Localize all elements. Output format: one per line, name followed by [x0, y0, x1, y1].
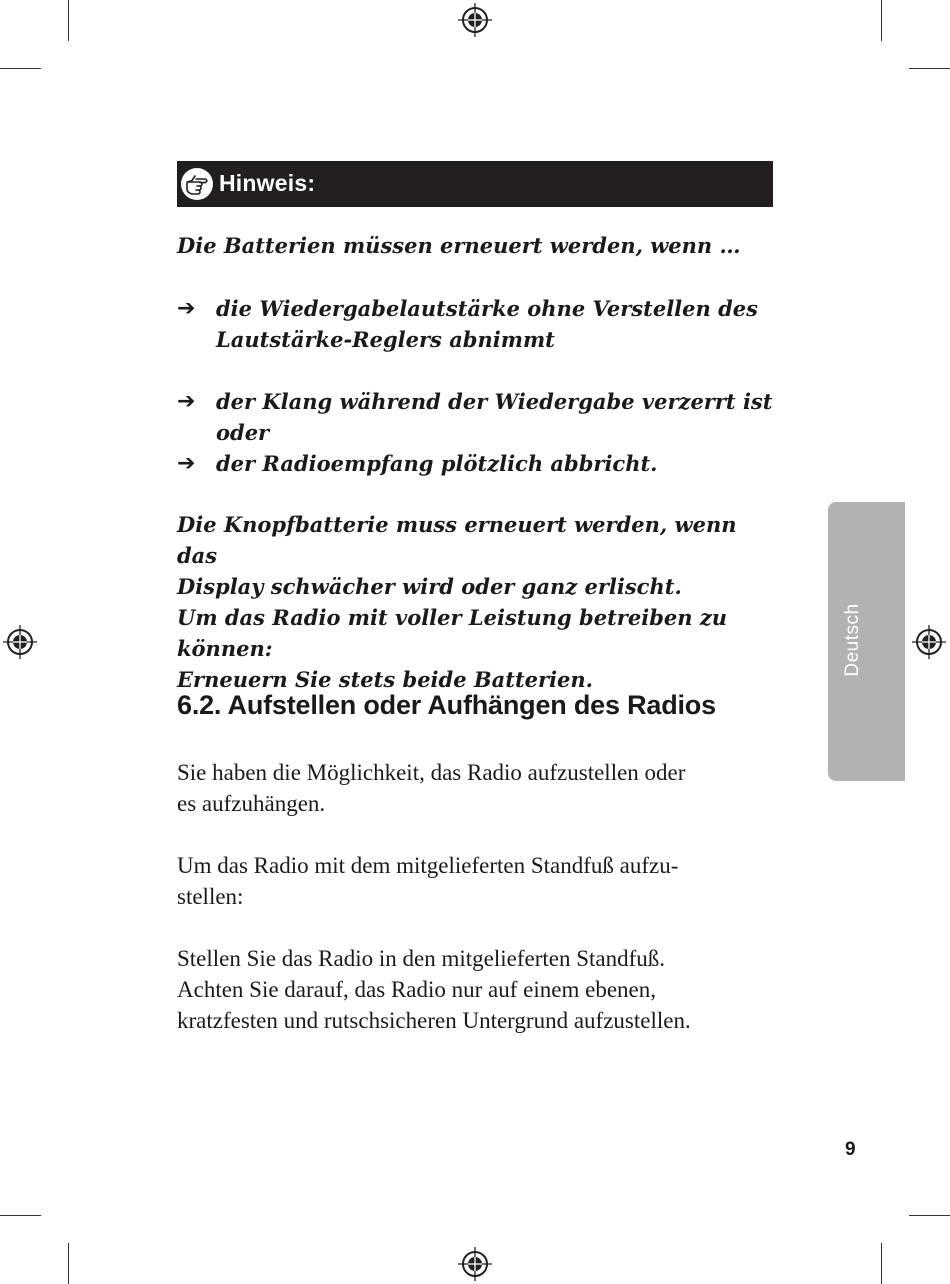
- section-heading: 6.2. Aufstellen oder Aufhängen des Radios: [177, 690, 716, 720]
- note-bullet: der Klang während der Wiedergabe verzerrt ist oder: [216, 389, 773, 445]
- arrow-right-icon: ➔: [177, 451, 196, 476]
- registration-mark-icon: [3, 625, 37, 659]
- arrow-right-icon: ➔: [177, 296, 196, 321]
- crop-mark: [0, 68, 41, 69]
- body-line: Um das Radio mit dem mitgelieferten Standfuß aufzu-: [177, 853, 679, 878]
- crop-mark: [909, 1215, 950, 1216]
- note-title: Hinweis:: [219, 170, 316, 196]
- note-bullet: [216, 293, 796, 355]
- page-number: 9: [845, 1139, 856, 1160]
- crop-mark: [881, 1243, 882, 1284]
- registration-mark-icon: [458, 1247, 492, 1281]
- note-paragraph-line: Erneuern Sie stets beide Batterien.: [177, 667, 593, 692]
- note-paragraph-line: Um das Radio mit voller Leistung betreiben zu können:: [177, 605, 728, 661]
- body-line: kratzfesten und rutschsicheren Untergrund aufzustellen.: [177, 1008, 691, 1033]
- note-header: [177, 161, 773, 207]
- body-line: Sie haben die Möglichkeit, das Radio aufzustellen oder: [177, 760, 686, 785]
- body-paragraph: [177, 943, 777, 1036]
- crop-mark: [68, 0, 69, 41]
- pointing-hand-icon: [181, 168, 213, 200]
- registration-mark-icon: [458, 3, 492, 37]
- language-tab-label: Deutsch: [842, 603, 863, 677]
- body-paragraph: [177, 757, 777, 819]
- registration-mark-icon: [912, 625, 946, 659]
- arrow-right-icon: ➔: [177, 389, 196, 414]
- body-line: Achten Sie darauf, das Radio nur auf einem ebenen,: [177, 977, 656, 1002]
- body-line: Stellen Sie das Radio in den mitgelieferten Standfuß.: [177, 946, 666, 971]
- body-paragraph: [177, 850, 777, 912]
- crop-mark: [0, 1215, 41, 1216]
- crop-mark: [881, 0, 882, 41]
- note-bullet: der Radioempfang plötzlich abbricht.: [216, 451, 658, 476]
- note-paragraph-line: Display schwächer wird oder ganz erlischt.: [177, 574, 682, 599]
- crop-mark: [909, 68, 950, 69]
- crop-mark: [68, 1243, 69, 1284]
- note-bullet-line: Lautstärke-Reglers abnimmt: [216, 327, 555, 352]
- note-paragraph: [177, 509, 777, 602]
- note-bullet-line: die Wiedergabelautstärke ohne Verstellen des: [216, 296, 758, 321]
- body-line: stellen:: [177, 884, 244, 909]
- body-line: es aufzuhängen.: [177, 791, 326, 816]
- language-tab: [828, 502, 905, 781]
- note-paragraph: [177, 602, 777, 695]
- note-paragraph-line: Die Knopfbatterie muss erneuert werden, wenn das: [177, 512, 737, 568]
- note-intro: Die Batterien müssen erneuert werden, wenn …: [177, 233, 741, 258]
